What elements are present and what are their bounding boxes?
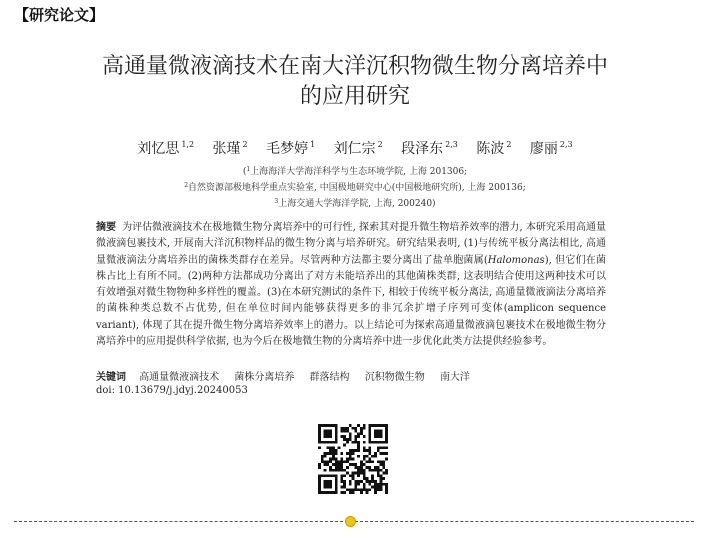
author: 段泽东 $^{2,3}$ — [401, 140, 458, 157]
abstract-text: ), 但它们在菌株占比上有所不同。(2)两种方法都成功分离出了对方未能培养出的其他菌株类群, 这表明结合使用这两种技术可以有效增强对微生物物种多样性的覆盖。(3)在本研究测试的条件下, 相较于传统平板分离法, 高通量微液滴法分离培养的菌株种类总数不占优势, 但在单位时间内能够获得更多的非冗余扩增子序列可变体(amplicon sequence variant), 体现了其在提升微生物分离培养效率上的潜力。以上结论可为探索高通量微液滴包裹技术在极地微生物分离培养中的应用提供科学依据, 也为今后在极地微生物的分离培养中进一步优化此类方法提供经验参考。 — [96, 254, 606, 348]
abstract-text: 为评估微液滴技术在极地微生物分离培养中的可行性, 探索其对提升微生物培养效率的潜力, 本研究采用高通量微液滴包裹技术, 开展南大洋沉积物样品的微生物分离与培养研究。研究结果表明, (1)与传统平板分离法相比, 高通量微液滴法分离培养出的菌株类群存在差异。尽管两种方法都主要分离出了盐单胞菌属( — [96, 222, 607, 266]
doi: doi: 10.13679/j.jdyj.20240053 — [96, 385, 248, 396]
section-tag: 【研究论文】 — [14, 6, 105, 24]
keyword: 群落结构 — [309, 372, 350, 383]
keywords-label: 关键词 — [96, 372, 126, 383]
author: 陈波 $^2$ — [476, 140, 512, 157]
title-line-1: 高通量微液滴技术在南大洋沉积物微生物分离培养中 — [101, 54, 608, 79]
paper-title — [40, 52, 670, 112]
author: 廖丽 $^{2,3}$ — [529, 140, 573, 157]
title-line-2: 的应用研究 — [299, 84, 410, 109]
affiliation: $^2$自然资源部极地科学重点实验室, 中国极地研究中心(中国极地研究所), 上海 200136; — [184, 182, 526, 193]
keyword: 菌株分离培养 — [234, 372, 295, 383]
author: 刘仁宗 $^2$ — [333, 140, 383, 157]
affiliations — [40, 163, 670, 211]
author: 张瑾 $^2$ — [212, 140, 248, 157]
genus-name: Halomonas — [487, 254, 545, 266]
keywords — [96, 368, 626, 383]
author: 毛梦婷 $^1$ — [266, 140, 316, 157]
keyword: 南大洋 — [439, 372, 470, 383]
keyword: 沉积物微生物 — [364, 372, 425, 383]
author-list — [40, 138, 670, 158]
qr-code[interactable] — [318, 424, 388, 494]
affiliation: ($^1$上海海洋大学海洋科学与生态环境学院, 上海 201306; — [242, 166, 468, 177]
affiliation: $^3$上海交通大学海洋学院, 上海, 200240) — [274, 198, 436, 209]
abstract-label: 摘要 — [96, 222, 117, 233]
abstract — [96, 220, 606, 350]
keyword: 高通量微液滴技术 — [139, 372, 220, 383]
author: 刘忆思 $^{1,2}$ — [137, 140, 195, 157]
divider-dot — [345, 516, 356, 527]
